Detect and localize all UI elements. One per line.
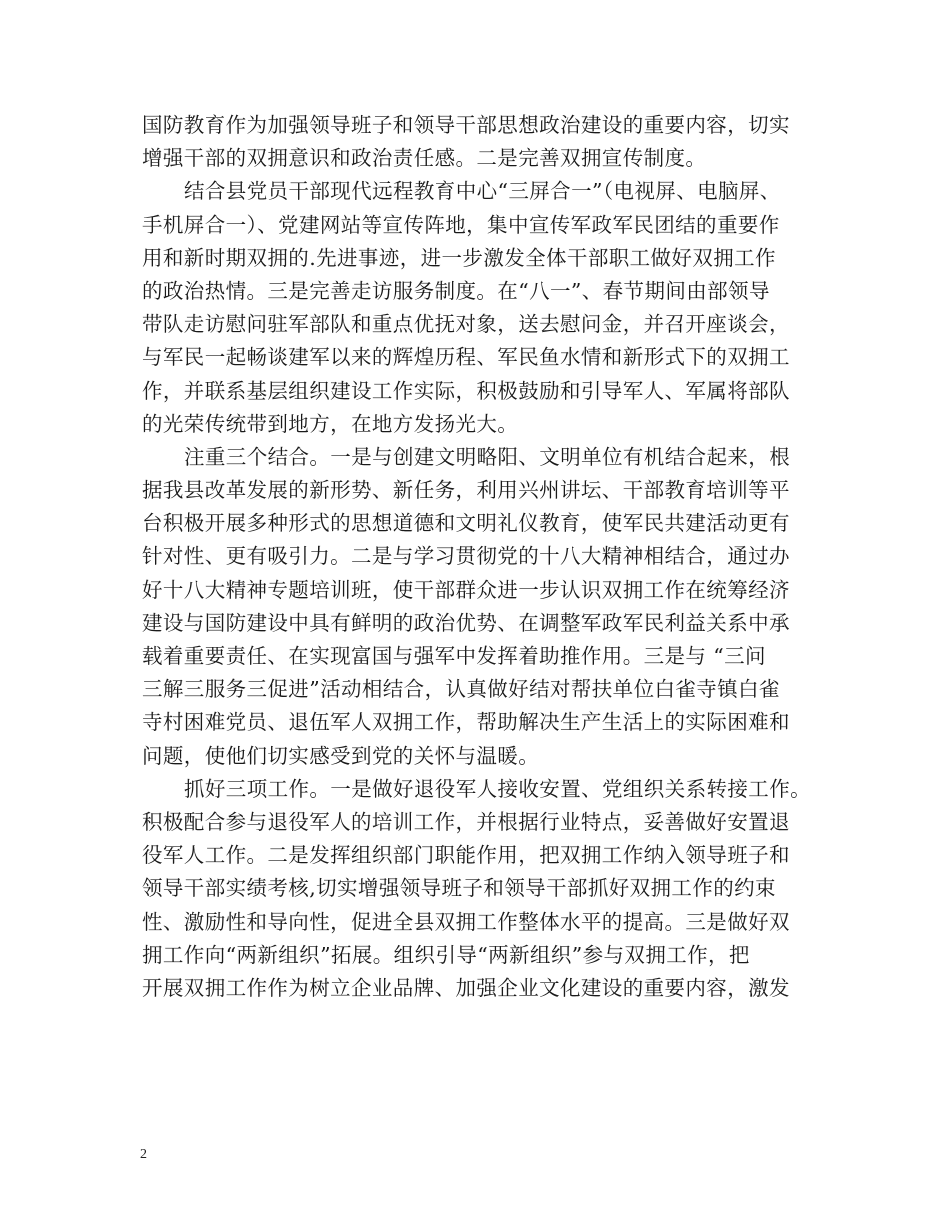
text-line: 手机屏合一）、党建网站等宣传阵地，集中宣传军政军民团结的重要作 xyxy=(142,212,780,237)
text-line: 与军民一起畅谈建军以来的辉煌历程、军民鱼水情和新形式下的双拥工 xyxy=(142,345,790,370)
text-line: 问题，使他们切实感受到党的关怀与温暖。 xyxy=(142,743,540,768)
text-line: 开展双拥工作作为树立企业品牌、加强企业文化建设的重要内容，激发 xyxy=(142,975,790,1000)
text-line: 寺村困难党员、退伍军人双拥工作，帮助解决生产生活上的实际困难和 xyxy=(142,710,790,735)
text-line: 领导干部实绩考核,切实增强领导班子和领导干部抓好双拥工作的约束 xyxy=(142,876,776,901)
text-line: 带队走访慰问驻军部队和重点优抚对象，送去慰问金，并召开座谈会， xyxy=(142,312,790,337)
text-line: 的光荣传统带到地方，在地方发扬光大。 xyxy=(142,411,519,436)
text-line: 的政治热情。三是完善走访服务制度。在“八一”、春节期间由部领导 xyxy=(142,278,770,303)
body-text xyxy=(142,109,822,1005)
text-line: 积极配合参与退役军人的培训工作，并根据行业特点，妥善做好安置退 xyxy=(142,809,790,834)
text-line: 台积极开展多种形式的思想道德和文明礼仪教育，使军民共建活动更有 xyxy=(142,511,790,536)
text-line: 国防教育作为加强领导班子和领导干部思想政治建设的重要内容，切实 xyxy=(142,113,790,137)
text-line: 役军人工作。二是发挥组织部门职能作用，把双拥工作纳入领导班子和 xyxy=(142,843,790,868)
text-line: 抓好三项工作。一是做好退役军人接收安置、党组织关系转接工作。 xyxy=(184,776,811,801)
text-line: 建设与国防建设中具有鲜明的政治优势、在调整军政军民利益关系中承 xyxy=(142,610,790,635)
text-line: 据我县改革发展的新形势、新任务，利用兴州讲坛、干部教育培训等平 xyxy=(142,478,790,503)
text-line: 好十八大精神专题培训班，使干部群众进一步认识双拥工作在统筹经济 xyxy=(142,577,790,602)
text-line: 结合县党员干部现代远程教育中心“三屏合一”（电视屏、电脑屏、 xyxy=(184,179,781,204)
text-line: 三解三服务三促进”活动相结合，认真做好结对帮扶单位白雀寺镇白雀 xyxy=(142,677,780,702)
text-line: 针对性、更有吸引力。二是与学习贯彻党的十八大精神相结合，通过办 xyxy=(142,544,790,569)
text-line: 增强干部的双拥意识和政治责任感。二是完善双拥宣传制度。 xyxy=(142,146,707,171)
text-line: 注重三个结合。一是与创建文明略阳、文明单位有机结合起来，根 xyxy=(184,444,791,469)
page-number: 2 xyxy=(140,1147,147,1162)
text-line: 作，并联系基层组织建设工作实际，积极鼓励和引导军人、军属将部队 xyxy=(142,378,790,403)
text-line: 用和新时期双拥的.先进事迹，进一步激发全体干部职工做好双拥工作 xyxy=(142,245,776,270)
text-line: 拥工作向“两新组织”拓展。组织引导“两新组织”参与双拥工作，把 xyxy=(142,942,750,967)
text-line: 载着重要责任、在实现富国与强军中发挥着助推作用。三是与 “三问 xyxy=(142,644,766,668)
text-line: 性、激励性和导向性，促进全县双拥工作整体水平的提高。三是做好双 xyxy=(142,909,790,934)
